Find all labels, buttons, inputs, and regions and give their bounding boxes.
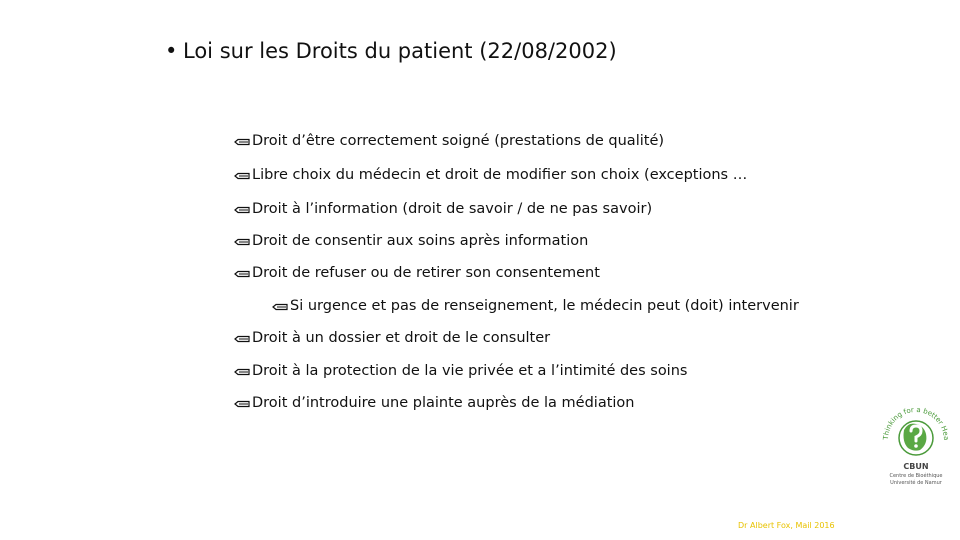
pencil-icon [234, 237, 252, 247]
list-item [234, 263, 600, 283]
title-bullet: • [165, 39, 178, 63]
list-item [234, 131, 664, 151]
list-item [234, 328, 550, 348]
question-mark-globe-icon [878, 400, 954, 462]
list-item-text: Droit à l’information (droit de savoir / de ne pas savoir) [252, 201, 653, 217]
pencil-icon [272, 302, 290, 312]
pencil-icon [234, 205, 252, 215]
list-item-text: Droit de refuser ou de retirer son consentement [252, 265, 600, 281]
cbun-logo [878, 400, 954, 492]
pencil-icon [234, 334, 252, 344]
pencil-icon [234, 269, 252, 279]
slide-title [165, 36, 617, 66]
list-item-text: Droit de consentir aux soins après information [252, 233, 589, 249]
pencil-icon [234, 399, 252, 409]
pencil-icon [234, 367, 252, 377]
footer-credit: Dr Albert Fox, Mail 2016 [738, 521, 835, 530]
pencil-icon [234, 137, 252, 147]
list-item-text: Droit d’introduire une plainte auprès de la médiation [252, 395, 635, 411]
list-item-sub [272, 296, 799, 316]
list-item [234, 165, 747, 185]
list-item [234, 393, 635, 413]
list-item [234, 199, 652, 219]
list-item-text: Libre choix du médecin et droit de modifier son choix (exceptions … [252, 167, 748, 183]
list-item-text: Droit à un dossier et droit de le consulter [252, 330, 551, 346]
title-text: Loi sur les Droits du patient (22/08/2002) [183, 39, 617, 63]
logo-ring-text: Thinking for a better Hea [881, 405, 951, 441]
logo-name: CBUN [903, 462, 929, 471]
list-item-text: Droit d’être correctement soigné (prestations de qualité) [252, 133, 665, 149]
list-item-text: Droit à la protection de la vie privée et a l’intimité des soins [252, 363, 688, 379]
list-item-text: Si urgence et pas de renseignement, le médecin peut (doit) intervenir [290, 298, 799, 314]
list-item [234, 231, 588, 251]
list-item [234, 361, 687, 381]
pencil-icon [234, 171, 252, 181]
logo-subtitle-2: Université de Namur [890, 480, 942, 486]
logo-subtitle-1: Centre de Bioéthique [889, 473, 943, 479]
